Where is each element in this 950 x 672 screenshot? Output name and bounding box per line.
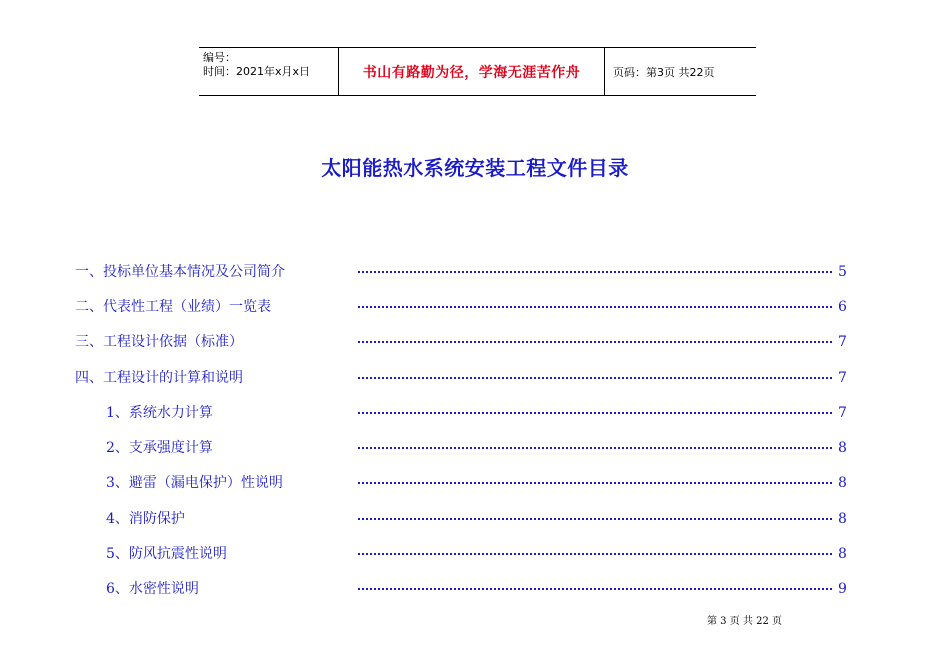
toc-entry-page: 7 (838, 334, 847, 350)
toc-entry-page: 5 (838, 264, 847, 280)
page-footer: 第 3 页 共 22 页 (707, 616, 782, 627)
toc-entry[interactable] (0, 331, 950, 353)
toc-entry[interactable] (0, 296, 950, 318)
toc-entry-page: 8 (838, 511, 847, 527)
toc-entry-label: 4、消防保护 (106, 511, 185, 527)
toc-entry-label: 2、支承强度计算 (106, 440, 213, 456)
toc-entry-page: 7 (838, 370, 847, 386)
toc-leader-dots (358, 553, 832, 555)
toc-leader-dots (358, 412, 832, 414)
toc-entry-page: 8 (838, 546, 847, 562)
toc-entry-label: 一、投标单位基本情况及公司简介 (75, 264, 285, 280)
document-title: 太阳能热水系统安装工程文件目录 (321, 156, 629, 180)
toc-entry[interactable] (0, 402, 950, 424)
toc-entry[interactable] (0, 437, 950, 459)
toc-leader-dots (358, 482, 832, 484)
toc-entry-page: 9 (838, 581, 847, 597)
header-page-info: 页码：第3页 共22页 (613, 65, 715, 79)
toc-entry-label: 5、防风抗震性说明 (106, 546, 227, 562)
toc-leader-dots (358, 341, 832, 343)
toc-leader-dots (358, 377, 832, 379)
toc-leader-dots (358, 518, 832, 520)
toc-entry[interactable] (0, 261, 950, 283)
toc-leader-dots (358, 306, 832, 308)
time-label: 时间：2021年x月x日 (203, 65, 311, 78)
toc-entry-page: 7 (838, 405, 847, 421)
toc-entry-page: 8 (838, 475, 847, 491)
toc-entry[interactable] (0, 508, 950, 530)
toc-leader-dots (358, 271, 832, 273)
header-motto: 书山有路勤为径，学海无涯苦作舟 (339, 48, 605, 95)
toc-entry-page: 6 (838, 299, 847, 315)
toc-entry[interactable] (0, 543, 950, 565)
toc-entry[interactable] (0, 367, 950, 389)
toc-entry-label: 3、避雷（漏电保护）性说明 (106, 475, 283, 491)
toc-entry[interactable] (0, 578, 950, 600)
toc-entry-label: 6、水密性说明 (106, 581, 199, 597)
toc-entry-label: 三、工程设计依据（标准） (75, 334, 243, 350)
serial-label: 编号： (203, 51, 236, 64)
toc-entry-label: 1、系统水力计算 (106, 405, 213, 421)
toc-entry-page: 8 (838, 440, 847, 456)
toc-entry-label: 二、代表性工程（业绩）一览表 (75, 299, 271, 315)
toc-leader-dots (358, 447, 832, 449)
toc-entry-label: 四、工程设计的计算和说明 (75, 370, 243, 386)
toc-entry[interactable] (0, 472, 950, 494)
toc-leader-dots (358, 588, 832, 590)
